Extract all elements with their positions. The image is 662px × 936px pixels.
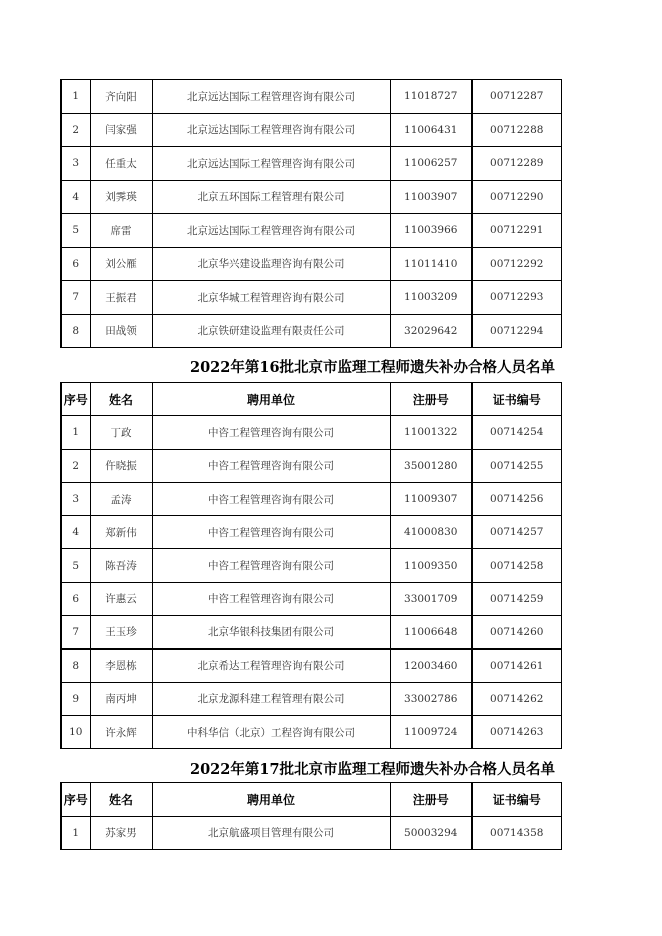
cell-company: 北京华银科技集团有限公司 <box>152 616 390 649</box>
cell-no: 10 <box>61 715 90 748</box>
batch16-title: 2022年第16批北京市监理工程师遗失补办合格人员名单 <box>190 359 556 376</box>
cell-name: 任重太 <box>90 147 152 181</box>
cell-name: 席雷 <box>90 214 152 248</box>
cell-reg: 11001322 <box>390 416 472 449</box>
table-row <box>61 80 561 114</box>
cell-no: 9 <box>61 682 90 715</box>
cell-name: 陈吾涛 <box>90 549 152 582</box>
header-name: 姓名 <box>90 383 152 416</box>
cell-company: 北京华城工程管理咨询有限公司 <box>152 281 390 315</box>
cell-name: 王振君 <box>90 281 152 315</box>
cell-reg: 12003460 <box>390 649 472 682</box>
cell-no: 8 <box>61 314 90 348</box>
cell-reg: 41000830 <box>390 516 472 549</box>
cell-cert: 00712293 <box>472 281 561 315</box>
table-row <box>61 449 561 482</box>
header-reg: 注册号 <box>390 383 472 416</box>
cell-reg: 11006431 <box>390 113 472 147</box>
cell-reg: 33002786 <box>390 682 472 715</box>
cell-company: 中咨工程管理咨询有限公司 <box>152 482 390 515</box>
cell-cert: 00714257 <box>472 516 561 549</box>
cell-name: 郑新伟 <box>90 516 152 549</box>
cell-no: 2 <box>61 113 90 147</box>
table-row <box>61 616 561 649</box>
cell-no: 8 <box>61 649 90 682</box>
cell-company: 中咨工程管理咨询有限公司 <box>152 516 390 549</box>
table-header-row <box>61 783 561 817</box>
table-row <box>61 147 561 181</box>
cell-cert: 00714259 <box>472 582 561 615</box>
cell-reg: 11018727 <box>390 80 472 114</box>
cell-no: 1 <box>61 816 90 850</box>
cell-cert: 00714263 <box>472 715 561 748</box>
cell-name: 丁政 <box>90 416 152 449</box>
table-row <box>61 180 561 214</box>
table-row <box>61 816 561 850</box>
cell-name: 李恩栋 <box>90 649 152 682</box>
cell-company: 北京航盛项目管理有限公司 <box>152 816 390 850</box>
cell-reg: 11003907 <box>390 180 472 214</box>
cell-reg: 11009724 <box>390 715 472 748</box>
cell-name: 刘公雁 <box>90 247 152 281</box>
header-cert: 证书编号 <box>472 383 561 416</box>
cell-no: 5 <box>61 549 90 582</box>
cell-company: 北京华兴建设监理咨询有限公司 <box>152 247 390 281</box>
cell-cert: 00714258 <box>472 549 561 582</box>
cell-company: 中咨工程管理咨询有限公司 <box>152 582 390 615</box>
cell-reg: 50003294 <box>390 816 472 850</box>
table-header-row <box>61 383 561 416</box>
cell-no: 4 <box>61 180 90 214</box>
table-row <box>61 715 561 748</box>
table-row <box>61 113 561 147</box>
cell-company: 北京龙源科建工程管理有限公司 <box>152 682 390 715</box>
cell-cert: 00712289 <box>472 147 561 181</box>
cell-reg: 32029642 <box>390 314 472 348</box>
cell-name: 仵晓振 <box>90 449 152 482</box>
cell-reg: 11006648 <box>390 616 472 649</box>
cell-company: 北京希达工程管理咨询有限公司 <box>152 649 390 682</box>
cell-name: 齐向阳 <box>90 80 152 114</box>
table-row <box>61 582 561 615</box>
cell-reg: 33001709 <box>390 582 472 615</box>
header-no: 序号 <box>61 783 90 817</box>
cell-reg: 11006257 <box>390 147 472 181</box>
cell-company: 北京远达国际工程管理咨询有限公司 <box>152 113 390 147</box>
cell-company: 北京五环国际工程管理有限公司 <box>152 180 390 214</box>
cell-no: 7 <box>61 281 90 315</box>
header-reg: 注册号 <box>390 783 472 817</box>
cell-cert: 00714255 <box>472 449 561 482</box>
batch16-table <box>60 382 562 749</box>
cell-company: 中咨工程管理咨询有限公司 <box>152 549 390 582</box>
cell-name: 许惠云 <box>90 582 152 615</box>
cell-no: 4 <box>61 516 90 549</box>
cell-cert: 00714262 <box>472 682 561 715</box>
cell-cert: 00712288 <box>472 113 561 147</box>
cell-no: 1 <box>61 80 90 114</box>
cell-name: 刘霁瑛 <box>90 180 152 214</box>
cell-no: 5 <box>61 214 90 248</box>
cell-cert: 00714358 <box>472 816 561 850</box>
cell-cert: 00712294 <box>472 314 561 348</box>
header-company: 聘用单位 <box>152 783 390 817</box>
cell-cert: 00712291 <box>472 214 561 248</box>
table-row <box>61 549 561 582</box>
header-no: 序号 <box>61 383 90 416</box>
table-row <box>61 649 561 682</box>
cell-name: 许永辉 <box>90 715 152 748</box>
cell-cert: 00714260 <box>472 616 561 649</box>
batch17-table <box>60 782 562 850</box>
table-row <box>61 682 561 715</box>
cell-reg: 35001280 <box>390 449 472 482</box>
cell-reg: 11003966 <box>390 214 472 248</box>
cell-company: 北京铁研建设监理有限责任公司 <box>152 314 390 348</box>
header-cert: 证书编号 <box>472 783 561 817</box>
cell-company: 中咨工程管理咨询有限公司 <box>152 449 390 482</box>
cell-company: 中咨工程管理咨询有限公司 <box>152 416 390 449</box>
cell-no: 7 <box>61 616 90 649</box>
cell-cert: 00714256 <box>472 482 561 515</box>
table-row <box>61 416 561 449</box>
batch17-title: 2022年第17批北京市监理工程师遗失补办合格人员名单 <box>190 761 556 778</box>
table-row <box>61 482 561 515</box>
cell-company: 北京远达国际工程管理咨询有限公司 <box>152 80 390 114</box>
table-row <box>61 281 561 315</box>
table-row <box>61 247 561 281</box>
table-row <box>61 214 561 248</box>
table-row <box>61 516 561 549</box>
cell-company: 北京远达国际工程管理咨询有限公司 <box>152 214 390 248</box>
cell-company: 中科华信（北京）工程咨询有限公司 <box>152 715 390 748</box>
cell-reg: 11003209 <box>390 281 472 315</box>
cell-reg: 11009307 <box>390 482 472 515</box>
cell-no: 2 <box>61 449 90 482</box>
header-name: 姓名 <box>90 783 152 817</box>
cell-cert: 00712292 <box>472 247 561 281</box>
cell-name: 田战领 <box>90 314 152 348</box>
header-company: 聘用单位 <box>152 383 390 416</box>
table-row <box>61 314 561 348</box>
cell-no: 6 <box>61 582 90 615</box>
cell-no: 1 <box>61 416 90 449</box>
cell-no: 6 <box>61 247 90 281</box>
cell-no: 3 <box>61 147 90 181</box>
cell-reg: 11011410 <box>390 247 472 281</box>
cell-cert: 00714261 <box>472 649 561 682</box>
cell-company: 北京远达国际工程管理咨询有限公司 <box>152 147 390 181</box>
cell-name: 闫家强 <box>90 113 152 147</box>
cell-name: 苏家男 <box>90 816 152 850</box>
cell-cert: 00712290 <box>472 180 561 214</box>
cell-cert: 00712287 <box>472 80 561 114</box>
cell-no: 3 <box>61 482 90 515</box>
cell-name: 孟涛 <box>90 482 152 515</box>
continued-table <box>60 79 562 348</box>
cell-name: 王玉珍 <box>90 616 152 649</box>
cell-name: 南丙坤 <box>90 682 152 715</box>
cell-reg: 11009350 <box>390 549 472 582</box>
cell-cert: 00714254 <box>472 416 561 449</box>
